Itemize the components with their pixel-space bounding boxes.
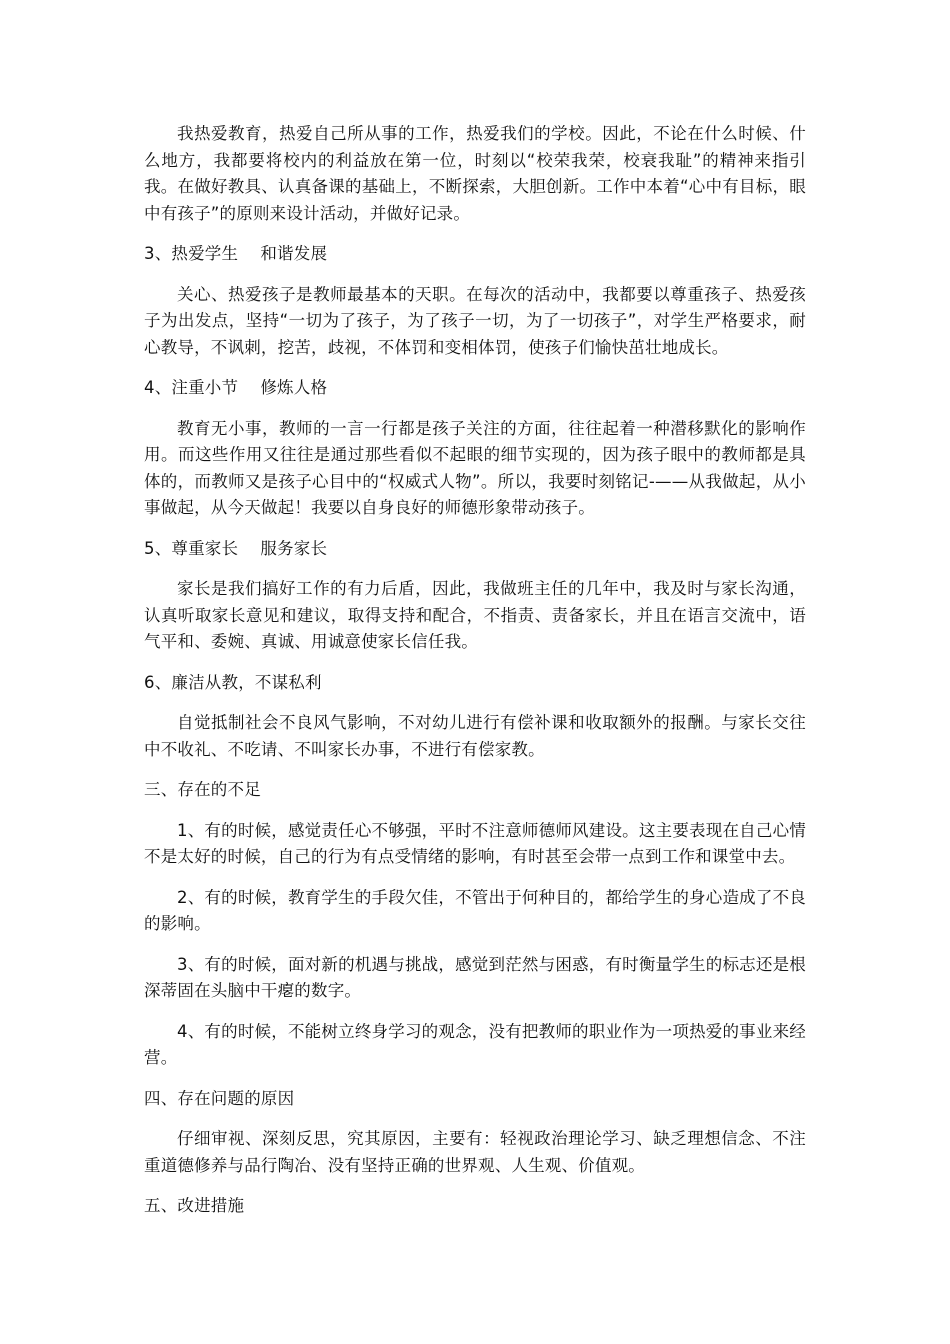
paragraph-resist-bad-practices: 自觉抵制社会不良风气影响，不对幼儿进行有偿补课和收取额外的报酬。与家长交往中不收礼、不吃请、不叫家长办事，不进行有偿家教。 [144, 713, 806, 759]
paragraph-causes: 仔细审视、深刻反思，究其原因，主要有：轻视政治理论学习、缺乏理想信念、不注重道德修养与品行陶冶、没有坚持正确的世界观、人生观、价值观。 [144, 1129, 806, 1175]
heading-improvement-measures: 五、改进措施 [144, 1196, 245, 1215]
heading-shortcomings: 三、存在的不足 [144, 780, 261, 799]
paragraph-shortcoming-4: 4、有的时候，不能树立终身学习的观念，没有把教师的职业作为一项热爱的事业来经营。 [144, 1021, 806, 1067]
heading-causes: 四、存在问题的原因 [144, 1088, 295, 1108]
heading-details-character: 4、注重小节 修炼人格 [144, 378, 328, 397]
heading-honest-teaching: 6、廉洁从教，不谋私利 [144, 672, 322, 692]
paragraph-parents-support: 家长是我们搞好工作的有力后盾，因此，我做班主任的几年中，我及时与家长沟通，认真听取家长意见和建议，取得支持和配合，不指责、责备家长，并且在语言交流中，语气平和、委婉、真诚、用诚意使家长信任我。 [144, 579, 806, 651]
paragraph-care-children: 关心、热爱孩子是教师最基本的天职。在每次的活动中，我都要以尊重孩子、热爱孩子为出发点，坚持“一切为了孩子，为了孩子一切，为了一切孩子”，对学生严格要求，耐心教导，不讽刺，挖苦，歧视，不体罚和变相体罚，使孩子们愉快茁壮地成长。 [144, 284, 806, 357]
paragraph-shortcoming-1: 1、有的时候，感觉责任心不够强，平时不注意师德师风建设。这主要表现在自己心情不是太好的时候，自己的行为有点受情绪的影响，有时甚至会带一点到工作和课堂中去。 [144, 820, 806, 866]
heading-love-students: 3、热爱学生 和谐发展 [144, 244, 328, 263]
paragraph-shortcoming-2: 2、有的时候，教育学生的手段欠佳，不管出于何种目的，都给学生的身心造成了不良的影响。 [144, 887, 806, 933]
paragraph-love-education: 我热爱教育，热爱自己所从事的工作，热爱我们的学校。因此，不论在什么时候、什么地方，我都要将校内的利益放在第一位，时刻以“校荣我荣，校衰我耻”的精神来指引我。在做好教具、认真备课的基础上，不断探索，大胆创新。工作中本着“心中有目标，眼中有孩子”的原则来设计活动，并做好记录。 [144, 124, 806, 223]
heading-respect-parents: 5、尊重家长 服务家长 [144, 538, 328, 558]
document-body [144, 121, 806, 1234]
paragraph-shortcoming-3: 3、有的时候，面对新的机遇与挑战，感觉到茫然与困惑，有时衡量学生的标志还是根深蒂固在头脑中干瘪的数字。 [144, 954, 806, 1000]
paragraph-no-small-matters: 教育无小事，教师的一言一行都是孩子关注的方面，往往起着一种潜移默化的影响作用。而这些作用又往往是通过那些看似不起眼的细节实现的，因为孩子眼中的教师都是具体的，而教师又是孩子心目中的“权威式人物”。所以，我要时刻铭记-——从我做起，从小事做起，从今天做起！我要以自身良好的师德形象带动孩子。 [144, 418, 806, 517]
